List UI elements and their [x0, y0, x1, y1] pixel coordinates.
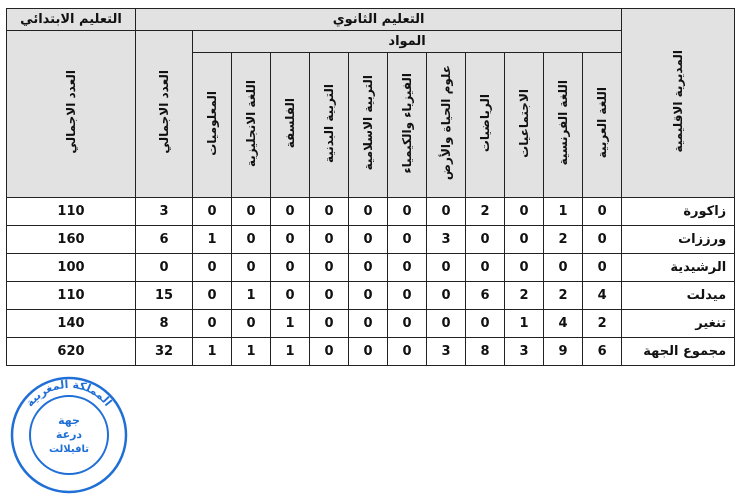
subject-value-cell: 0: [271, 198, 310, 226]
subject-value-cell: 0: [505, 254, 544, 282]
directorate-name-cell: تنغير: [622, 310, 735, 338]
table-row: [7, 282, 735, 310]
subject-value-cell: 0: [193, 310, 232, 338]
subject-header-label: المعلوميات: [205, 90, 219, 156]
subject-header: [505, 53, 544, 198]
table-row: [7, 338, 735, 366]
primary-education-header: التعليم الابتدائي: [7, 9, 136, 31]
secondary-total-cell: 6: [136, 226, 193, 254]
subject-value-cell: 0: [232, 254, 271, 282]
directorate-header-label: المديرية الاقليمية: [671, 49, 686, 153]
subject-header-label: الاجتماعيات: [517, 88, 531, 158]
stamp-ring-text: المملكة المغربية: [23, 377, 115, 410]
directorate-name-cell: ورززات: [622, 226, 735, 254]
primary-total-header: [7, 31, 136, 198]
subject-header-label: التربية الاسلامية: [361, 75, 375, 171]
subject-value-cell: 1: [193, 338, 232, 366]
subject-value-cell: 0: [193, 254, 232, 282]
subject-header-label: الفيزياء والكيمياء: [400, 72, 414, 174]
subjects-group-header: المواد: [193, 31, 622, 53]
subject-header: [544, 53, 583, 198]
subject-value-cell: 6: [466, 282, 505, 310]
table-row: [7, 254, 735, 282]
subject-value-cell: 1: [193, 226, 232, 254]
subject-value-cell: 0: [583, 254, 622, 282]
secondary-education-header: التعليم الثانوي: [136, 9, 622, 31]
subject-value-cell: 2: [583, 310, 622, 338]
directorate-name-cell: مجموع الجهة: [622, 338, 735, 366]
subject-value-cell: 0: [310, 198, 349, 226]
subject-value-cell: 0: [388, 226, 427, 254]
subject-value-cell: 1: [271, 338, 310, 366]
subject-header: [193, 53, 232, 198]
directorate-name-cell: ميدلت: [622, 282, 735, 310]
subject-value-cell: 0: [193, 282, 232, 310]
subject-value-cell: 0: [583, 198, 622, 226]
subject-value-cell: 0: [349, 254, 388, 282]
subject-value-cell: 0: [427, 310, 466, 338]
subject-value-cell: 0: [388, 254, 427, 282]
secondary-total-cell: 15: [136, 282, 193, 310]
subject-value-cell: 1: [271, 310, 310, 338]
official-stamp: [8, 374, 130, 496]
subject-value-cell: 0: [310, 338, 349, 366]
table-row: [7, 310, 735, 338]
subject-value-cell: 0: [271, 282, 310, 310]
subject-value-cell: 8: [466, 338, 505, 366]
subject-value-cell: 1: [544, 198, 583, 226]
subject-value-cell: 6: [583, 338, 622, 366]
subject-value-cell: 0: [349, 226, 388, 254]
subject-value-cell: 0: [466, 310, 505, 338]
subject-value-cell: 0: [388, 338, 427, 366]
subject-value-cell: 0: [193, 198, 232, 226]
subject-header: [427, 53, 466, 198]
secondary-total-header: [136, 31, 193, 198]
subject-header-label: علوم الحياة والأرض: [439, 65, 453, 181]
subject-value-cell: 0: [310, 226, 349, 254]
subject-value-cell: 2: [544, 226, 583, 254]
primary-total-header-label: العدد الاجمالي: [64, 70, 78, 154]
teachers-distribution-table: [6, 8, 735, 366]
subject-value-cell: 0: [310, 310, 349, 338]
subject-value-cell: 0: [310, 282, 349, 310]
stamp-center-line-3: تافيلالت: [48, 444, 90, 455]
subject-value-cell: 0: [232, 310, 271, 338]
subject-value-cell: 0: [349, 282, 388, 310]
secondary-total-cell: 3: [136, 198, 193, 226]
secondary-total-header-label: العدد الاجمالي: [157, 70, 171, 154]
subject-value-cell: 0: [388, 198, 427, 226]
directorate-name-cell: الرشيدية: [622, 254, 735, 282]
subject-header: [583, 53, 622, 198]
primary-total-cell: 160: [7, 226, 136, 254]
subject-value-cell: 0: [271, 254, 310, 282]
primary-total-cell: 620: [7, 338, 136, 366]
subject-value-cell: 4: [544, 310, 583, 338]
subject-value-cell: 1: [505, 310, 544, 338]
subject-value-cell: 3: [427, 338, 466, 366]
subject-value-cell: 0: [544, 254, 583, 282]
subject-header: [466, 53, 505, 198]
subject-header: [271, 53, 310, 198]
stamp-center-line-2: درعة: [55, 428, 83, 441]
subject-value-cell: 0: [505, 226, 544, 254]
subject-value-cell: 9: [544, 338, 583, 366]
table-row: [7, 226, 735, 254]
subject-header-label: اللغة الانجليزية: [244, 79, 258, 167]
subject-header: [232, 53, 271, 198]
subject-header-label: التربية البدنية: [322, 83, 336, 163]
secondary-total-cell: 0: [136, 254, 193, 282]
subject-value-cell: 0: [466, 254, 505, 282]
subject-value-cell: 0: [388, 310, 427, 338]
subject-value-cell: 0: [271, 226, 310, 254]
subject-header-label: اللغة الفرنسية: [556, 80, 570, 166]
subject-value-cell: 2: [544, 282, 583, 310]
subject-value-cell: 0: [310, 254, 349, 282]
subject-value-cell: 2: [505, 282, 544, 310]
primary-total-cell: 100: [7, 254, 136, 282]
secondary-total-cell: 8: [136, 310, 193, 338]
subject-header: [388, 53, 427, 198]
subject-value-cell: 0: [427, 198, 466, 226]
subject-value-cell: 2: [466, 198, 505, 226]
stamp-center-line-1: جهة: [58, 414, 80, 427]
primary-total-cell: 110: [7, 282, 136, 310]
subject-header-label: الرياضيات: [478, 93, 492, 153]
subject-header-label: اللغة العربية: [595, 87, 610, 159]
directorate-header: [622, 9, 735, 198]
subject-value-cell: 0: [583, 226, 622, 254]
subject-value-cell: 0: [349, 310, 388, 338]
subject-value-cell: 0: [232, 198, 271, 226]
subject-value-cell: 0: [505, 198, 544, 226]
subject-value-cell: 0: [349, 198, 388, 226]
subject-header-label: الفلسفة: [283, 97, 297, 149]
subject-value-cell: 0: [232, 226, 271, 254]
subject-value-cell: 1: [232, 338, 271, 366]
primary-total-cell: 110: [7, 198, 136, 226]
subject-value-cell: 3: [505, 338, 544, 366]
table-row: [7, 198, 735, 226]
primary-total-cell: 140: [7, 310, 136, 338]
directorate-name-cell: زاكورة: [622, 198, 735, 226]
subject-header: [310, 53, 349, 198]
subject-value-cell: 0: [388, 282, 427, 310]
subject-value-cell: 3: [427, 226, 466, 254]
subject-value-cell: 0: [427, 282, 466, 310]
subject-value-cell: 1: [232, 282, 271, 310]
subject-value-cell: 0: [427, 254, 466, 282]
secondary-total-cell: 32: [136, 338, 193, 366]
subject-value-cell: 0: [349, 338, 388, 366]
subject-header: [349, 53, 388, 198]
subject-value-cell: 4: [583, 282, 622, 310]
subject-value-cell: 0: [466, 226, 505, 254]
